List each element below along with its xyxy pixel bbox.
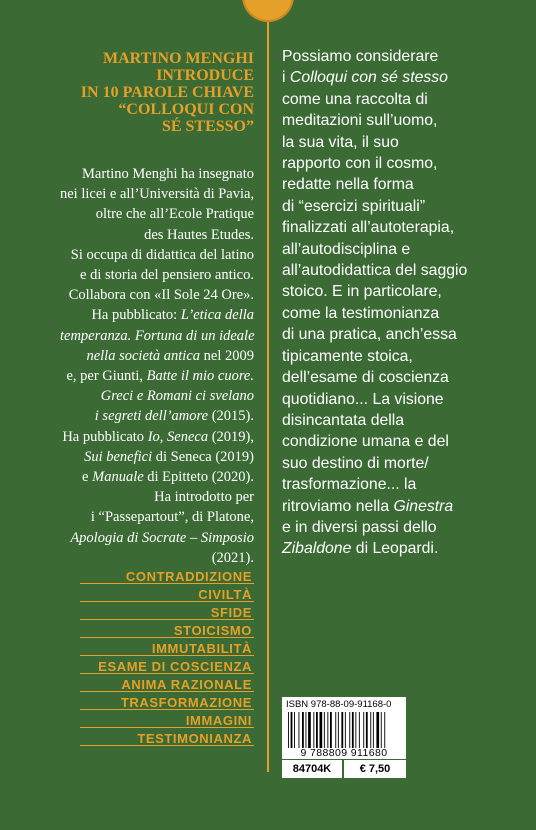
description-line: all’autodisciplina e bbox=[282, 240, 411, 258]
barcode-bar bbox=[381, 712, 382, 748]
keyword-item bbox=[80, 656, 254, 674]
bio-line: e di storia del pensiero antico. bbox=[80, 267, 254, 284]
bio-line: Si occupa di didattica del latino bbox=[70, 246, 254, 263]
keyword-label: SFIDE bbox=[210, 605, 252, 620]
description-line: suo destino di morte/ bbox=[282, 454, 429, 472]
bio-line: nella società antica nel 2009 bbox=[86, 347, 254, 364]
bio-line: (2021). bbox=[211, 549, 254, 566]
keyword-item bbox=[80, 638, 254, 656]
barcode-bar bbox=[370, 712, 371, 748]
keyword-item bbox=[80, 728, 254, 746]
keyword-item bbox=[80, 692, 254, 710]
barcode-bar bbox=[338, 712, 339, 748]
bio-line: i segreti dell’amore (2015). bbox=[94, 408, 254, 425]
description-line: la sua vita, il suo bbox=[282, 133, 399, 151]
title-line: MARTINO MENGHI bbox=[103, 50, 254, 67]
description-line: finalizzati all’autoterapia, bbox=[282, 219, 455, 237]
barcode-bar bbox=[299, 712, 300, 748]
barcode-bar bbox=[302, 712, 304, 748]
description-line: meditazioni sull’uomo, bbox=[282, 112, 438, 130]
keyword-label: IMMAGINI bbox=[185, 713, 252, 728]
barcode-bar bbox=[316, 712, 318, 748]
bio-line: temperanza. Fortuna di un ideale bbox=[60, 327, 255, 344]
bio-line: oltre che all’Ecole Pratique bbox=[95, 206, 254, 223]
description-line: Zibaldone di Leopardi. bbox=[282, 540, 439, 558]
description-line: ritroviamo nella Ginestra bbox=[282, 497, 454, 515]
book-description bbox=[282, 46, 532, 560]
barcode-bar bbox=[306, 712, 307, 748]
barcode-bar bbox=[335, 712, 336, 748]
description-line: tipicamente stoica, bbox=[282, 347, 413, 365]
barcode-bar bbox=[327, 712, 328, 748]
description-line: redatte nella forma bbox=[282, 176, 414, 194]
title-line: IN 10 PAROLE CHIAVE bbox=[80, 84, 254, 101]
description-line: quotidiano... La visione bbox=[282, 390, 444, 408]
barcode-bar bbox=[384, 712, 385, 748]
top-medallion bbox=[242, 0, 294, 22]
title-line: “COLLOQUI CON bbox=[118, 101, 254, 118]
description-line: i Colloqui con sé stesso bbox=[282, 69, 448, 87]
keyword-label: IMMUTABILITÀ bbox=[151, 641, 252, 656]
bio-line: Ha pubblicato Io, Seneca (2019), bbox=[62, 428, 254, 445]
barcode-bar bbox=[363, 712, 364, 748]
keyword-label: CIVILTÀ bbox=[198, 587, 252, 602]
bio-line: Collabora con «Il Sole 24 Ore». bbox=[68, 287, 254, 304]
description-line: dell’esame di coscienza bbox=[282, 369, 449, 387]
bio-line: Apologia di Socrate – Simposio bbox=[70, 529, 254, 546]
description-line: e in diversi passi dello bbox=[282, 518, 437, 536]
center-divider bbox=[267, 22, 269, 772]
barcode-bar bbox=[373, 712, 374, 748]
description-line: Possiamo considerare bbox=[282, 48, 439, 65]
keyword-item bbox=[80, 566, 254, 584]
barcode-bar bbox=[291, 712, 293, 748]
description-line: disincantata della bbox=[282, 411, 405, 429]
description-line: condizione umana e del bbox=[282, 433, 449, 451]
isbn-digits: 9 788809 911680 bbox=[300, 747, 388, 759]
description-line: di una pratica, anch’essa bbox=[282, 326, 457, 344]
cover-title bbox=[70, 50, 254, 135]
product-code: 84704K bbox=[282, 760, 342, 778]
barcode-bar bbox=[345, 712, 346, 748]
barcode-bar bbox=[330, 712, 332, 748]
barcode bbox=[282, 697, 406, 759]
bio-line: e Manuale di Epitteto (2020). bbox=[82, 469, 254, 486]
author-bio bbox=[60, 164, 254, 568]
bio-line: Sui benefici di Seneca (2019) bbox=[84, 448, 254, 465]
bio-line: Martino Menghi ha insegnato bbox=[82, 166, 254, 182]
bio-line: Ha introdotto per bbox=[154, 489, 254, 506]
title-line: SÉ STESSO” bbox=[161, 118, 254, 135]
description-line: come una raccolta di bbox=[282, 90, 428, 108]
barcode-bar bbox=[359, 712, 360, 748]
barcode-bar bbox=[366, 712, 368, 748]
keyword-label: CONTRADDIZIONE bbox=[125, 569, 252, 584]
barcode-bar bbox=[320, 712, 323, 748]
description-line: come la testimonianza bbox=[282, 304, 440, 322]
description-line: rapporto con il cosmo, bbox=[282, 155, 438, 173]
keyword-item bbox=[80, 602, 254, 620]
keyword-item bbox=[80, 674, 254, 692]
bio-line: Ha pubblicato: L’etica della bbox=[91, 307, 254, 324]
keyword-label: ANIMA RAZIONALE bbox=[121, 677, 252, 692]
title-line: INTRODUCE bbox=[156, 67, 254, 84]
barcode-bar bbox=[294, 712, 295, 748]
barcode-bar bbox=[341, 712, 343, 748]
barcode-bars bbox=[286, 712, 402, 748]
keyword-list bbox=[80, 566, 254, 746]
keyword-label: TESTIMONIANZA bbox=[137, 731, 252, 746]
keyword-item bbox=[80, 620, 254, 638]
bio-line: e, per Giunti, Batte il mio cuore. bbox=[66, 368, 254, 385]
description-line: trasformazione... la bbox=[282, 476, 417, 494]
barcode-bar bbox=[349, 712, 350, 748]
description-line: di “esercizi spirituali” bbox=[282, 197, 426, 215]
keyword-label: TRASFORMAZIONE bbox=[120, 695, 252, 710]
description-line: all’autodidattica del saggio bbox=[282, 262, 468, 280]
bio-line: i “Passepartout”, di Platone, bbox=[90, 509, 254, 526]
keyword-item bbox=[80, 584, 254, 602]
keyword-label: ESAME DI COSCIENZA bbox=[98, 659, 252, 674]
barcode-bar bbox=[308, 712, 311, 748]
price-tag: € 7,50 bbox=[344, 760, 406, 778]
description-line: stoico. E in particolare, bbox=[282, 283, 442, 301]
barcode-bar bbox=[376, 712, 379, 748]
barcode-bar bbox=[352, 712, 354, 748]
barcode-bar bbox=[313, 712, 314, 748]
bio-line: Greci e Romani ci svelano bbox=[100, 388, 254, 405]
isbn-label: ISBN 978-88-09-91168-0 bbox=[286, 699, 392, 710]
barcode-bar bbox=[288, 712, 289, 748]
keyword-label: STOICISMO bbox=[173, 623, 252, 638]
barcode-bar bbox=[355, 712, 356, 748]
barcode-bar bbox=[324, 712, 325, 748]
bio-line: nei licei e all’Università di Pavia, bbox=[60, 186, 255, 203]
bio-line: des Hautes Etudes. bbox=[144, 226, 254, 243]
keyword-item bbox=[80, 710, 254, 728]
